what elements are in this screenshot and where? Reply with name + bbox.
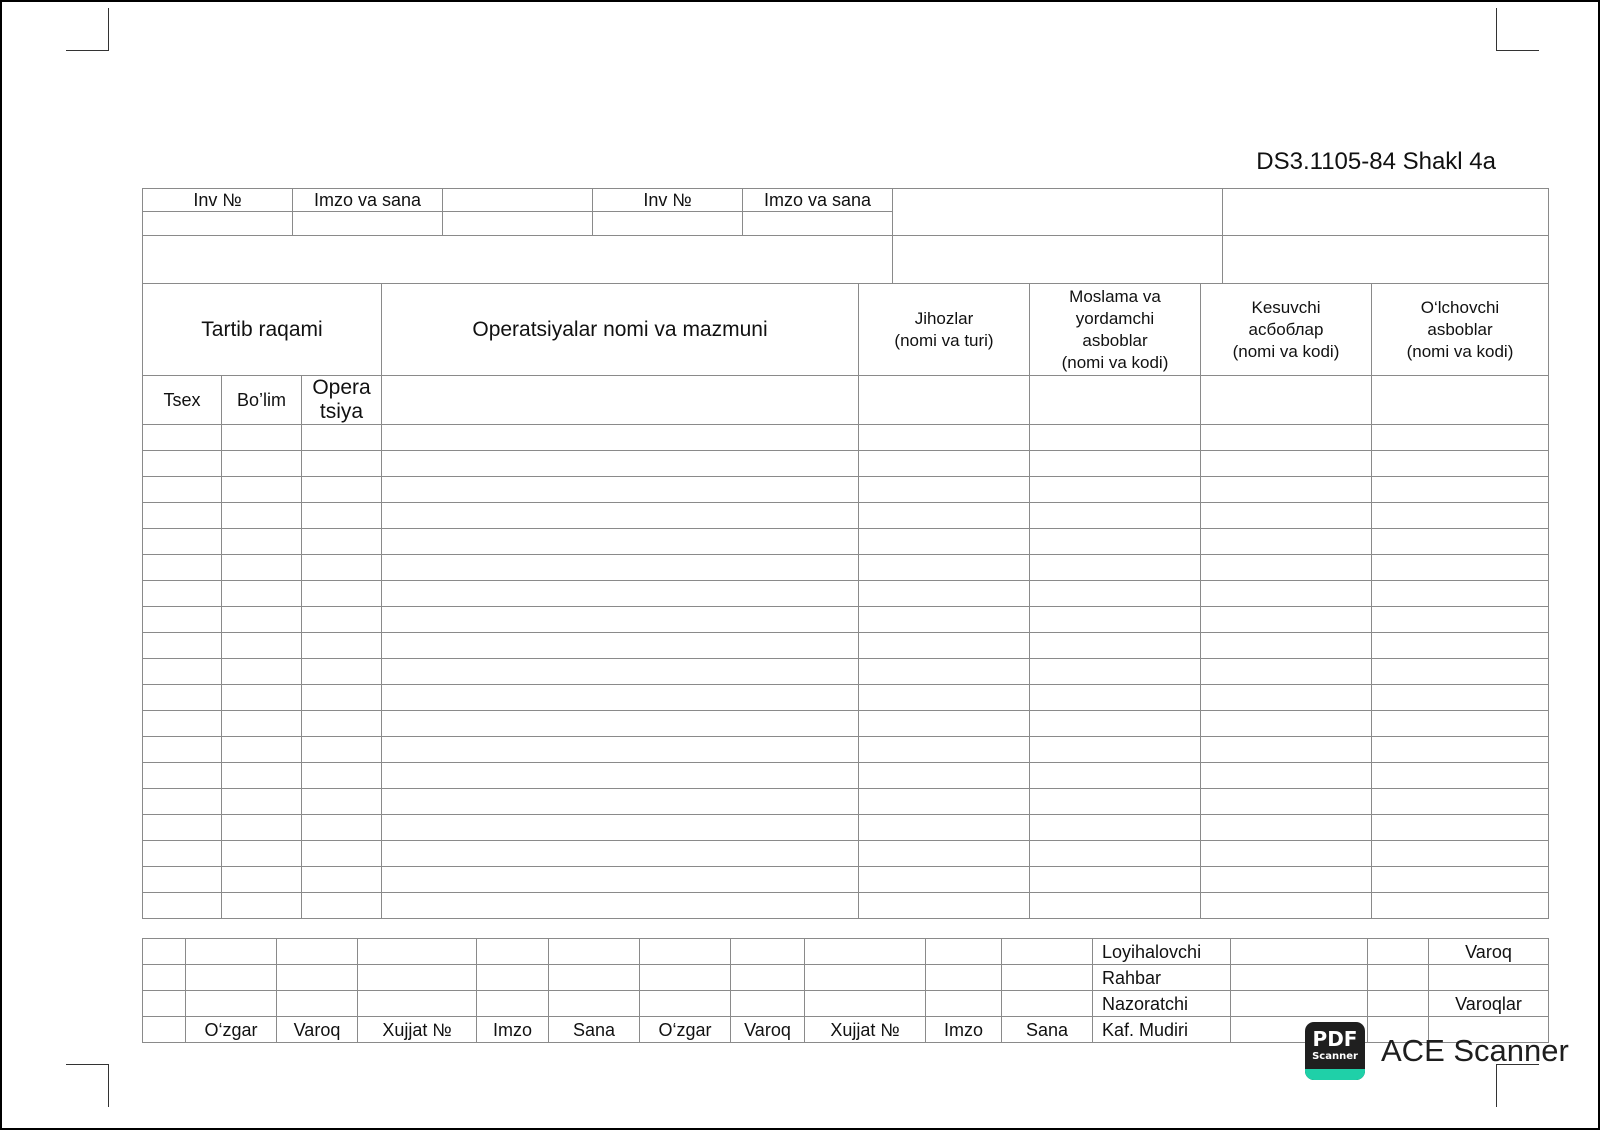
table-cell xyxy=(1201,815,1372,841)
footer-cell xyxy=(1231,965,1368,991)
table-cell xyxy=(222,633,302,659)
footer-cell xyxy=(186,965,277,991)
table-cell xyxy=(859,425,1030,451)
table-cell xyxy=(1201,763,1372,789)
table-cell xyxy=(382,607,859,633)
table-cell xyxy=(382,685,859,711)
table-cell xyxy=(302,555,382,581)
table-cell xyxy=(222,867,302,893)
table-cell xyxy=(1201,841,1372,867)
footer-cell xyxy=(1368,965,1429,991)
table-cell xyxy=(1372,789,1549,815)
sign-date-label-2: Imzo va sana xyxy=(743,189,893,212)
header-empty-cell xyxy=(1201,376,1372,425)
header-operation-line: tsiya xyxy=(319,400,364,423)
table-cell xyxy=(1030,737,1201,763)
table-cell xyxy=(859,893,1030,919)
header-operation xyxy=(302,376,382,425)
footer-cell xyxy=(926,939,1002,965)
header-cutting-tools xyxy=(1201,284,1372,376)
footer-cell xyxy=(731,965,805,991)
footer-cell xyxy=(143,991,186,1017)
table-cell xyxy=(1030,581,1201,607)
header-order-number: Tartib raqami xyxy=(143,284,382,376)
table-cell xyxy=(1201,581,1372,607)
header-empty-cell xyxy=(1030,376,1201,425)
top-cell-empty xyxy=(443,189,593,212)
table-cell xyxy=(382,711,859,737)
table-cell xyxy=(143,763,222,789)
table-cell xyxy=(222,789,302,815)
pdf-scanner-logo-icon xyxy=(1305,1022,1365,1080)
footer-cell xyxy=(549,991,640,1017)
table-cell xyxy=(1372,555,1549,581)
table-cell xyxy=(1372,425,1549,451)
footer-col-sign-2: Imzo xyxy=(926,1017,1002,1043)
header-department: Bo’lim xyxy=(222,376,302,425)
header-fixtures-line: (nomi va kodi) xyxy=(1061,352,1169,372)
table-cell xyxy=(1030,425,1201,451)
table-cell xyxy=(1372,659,1549,685)
header-operations: Operatsiyalar nomi va mazmuni xyxy=(382,284,859,376)
brand-name: ACE Scanner xyxy=(1381,1033,1569,1068)
table-cell xyxy=(1030,607,1201,633)
table-cell xyxy=(302,763,382,789)
table-cell xyxy=(222,607,302,633)
footer-cell xyxy=(358,965,477,991)
footer-col-change-2: O‘zgar xyxy=(640,1017,731,1043)
table-cell xyxy=(1372,737,1549,763)
footer-col-change-1: O‘zgar xyxy=(186,1017,277,1043)
footer-cell xyxy=(549,939,640,965)
table-cell xyxy=(1030,555,1201,581)
title-cell-middle xyxy=(893,236,1223,284)
footer-cell xyxy=(549,965,640,991)
table-row xyxy=(143,685,1549,711)
header-operation-line: Opera xyxy=(312,376,371,399)
table-cell xyxy=(143,607,222,633)
footer-cell xyxy=(731,991,805,1017)
table-cell xyxy=(222,763,302,789)
table-cell xyxy=(302,633,382,659)
table-cell xyxy=(859,607,1030,633)
table-row xyxy=(143,633,1549,659)
table-cell xyxy=(222,529,302,555)
table-cell xyxy=(1030,789,1201,815)
table-cell xyxy=(1030,711,1201,737)
table-row xyxy=(143,451,1549,477)
table-cell xyxy=(302,503,382,529)
footer-cell xyxy=(358,939,477,965)
table-cell xyxy=(382,789,859,815)
footer-cell xyxy=(926,965,1002,991)
table-cell xyxy=(859,659,1030,685)
table-cell xyxy=(1030,659,1201,685)
table-cell xyxy=(143,867,222,893)
table-cell xyxy=(143,633,222,659)
table-cell xyxy=(143,659,222,685)
footer-cell xyxy=(277,991,358,1017)
footer-cell xyxy=(1002,939,1093,965)
footer-cell xyxy=(640,991,731,1017)
table-cell xyxy=(1372,685,1549,711)
title-cell-right xyxy=(1223,236,1549,284)
role-supervisor: Rahbar xyxy=(1093,965,1231,991)
table-cell xyxy=(302,581,382,607)
table-cell xyxy=(222,685,302,711)
table-cell xyxy=(382,425,859,451)
table-row xyxy=(143,425,1549,451)
operations-table xyxy=(142,283,1549,919)
table-row xyxy=(143,737,1549,763)
role-head-of-department: Kaf. Mudiri xyxy=(1093,1017,1231,1043)
table-cell xyxy=(143,503,222,529)
header-measuring-line: (nomi va kodi) xyxy=(1406,341,1514,361)
table-cell xyxy=(859,737,1030,763)
table-cell xyxy=(143,477,222,503)
table-cell xyxy=(859,867,1030,893)
ace-scanner-watermark xyxy=(1305,1022,1569,1082)
table-cell xyxy=(859,529,1030,555)
table-cell xyxy=(1201,451,1372,477)
header-fixtures-line: asboblar xyxy=(1082,330,1148,350)
table-cell xyxy=(382,451,859,477)
header-fixtures-line: yordamchi xyxy=(1075,308,1155,328)
sign-date-value-2 xyxy=(743,212,893,236)
table-row xyxy=(143,815,1549,841)
table-cell xyxy=(859,555,1030,581)
header-empty-cell xyxy=(1372,376,1549,425)
table-cell xyxy=(382,555,859,581)
table-cell xyxy=(302,425,382,451)
table-cell xyxy=(1372,451,1549,477)
table-cell xyxy=(1030,815,1201,841)
header-equipment-line: (nomi va turi) xyxy=(894,330,994,350)
table-cell xyxy=(143,529,222,555)
table-cell xyxy=(1201,789,1372,815)
table-cell xyxy=(1030,633,1201,659)
table-cell xyxy=(222,815,302,841)
table-cell xyxy=(859,711,1030,737)
table-cell xyxy=(382,529,859,555)
footer-col-doc-no-2: Xujjat № xyxy=(805,1017,926,1043)
table-cell xyxy=(1372,841,1549,867)
table-cell xyxy=(1030,477,1201,503)
table-cell xyxy=(222,425,302,451)
table-cell xyxy=(382,659,859,685)
header-measuring-line: asboblar xyxy=(1427,319,1493,339)
table-cell xyxy=(859,503,1030,529)
table-cell xyxy=(222,581,302,607)
table-row xyxy=(143,607,1549,633)
table-cell xyxy=(1372,529,1549,555)
table-cell xyxy=(1030,529,1201,555)
table-cell xyxy=(222,841,302,867)
table-cell xyxy=(859,815,1030,841)
table-cell xyxy=(1201,555,1372,581)
table-cell xyxy=(1201,685,1372,711)
table-cell xyxy=(1201,633,1372,659)
table-cell xyxy=(1372,503,1549,529)
table-cell xyxy=(302,607,382,633)
footer-cell xyxy=(143,965,186,991)
table-cell xyxy=(302,893,382,919)
footer-cell xyxy=(277,965,358,991)
crop-mark-bottom-left xyxy=(66,1064,109,1107)
table-cell xyxy=(222,477,302,503)
crop-mark-top-left xyxy=(66,8,109,51)
inv-value-2 xyxy=(593,212,743,236)
sign-date-label-1: Imzo va sana xyxy=(293,189,443,212)
table-cell xyxy=(859,633,1030,659)
sign-date-value-1 xyxy=(293,212,443,236)
table-cell xyxy=(222,711,302,737)
footer-cell xyxy=(477,939,549,965)
table-cell xyxy=(382,737,859,763)
logo-text-bottom: Scanner xyxy=(1312,1051,1358,1062)
table-cell xyxy=(859,451,1030,477)
table-row xyxy=(143,893,1549,919)
table-cell xyxy=(222,737,302,763)
inv-value-1 xyxy=(143,212,293,236)
table-cell xyxy=(1201,529,1372,555)
footer-cell xyxy=(477,991,549,1017)
table-cell xyxy=(302,789,382,815)
footer-cell xyxy=(640,939,731,965)
table-row xyxy=(143,867,1549,893)
footer-cell xyxy=(1002,965,1093,991)
table-cell xyxy=(1030,841,1201,867)
footer-cell xyxy=(1368,939,1429,965)
table-cell xyxy=(302,815,382,841)
table-cell xyxy=(302,841,382,867)
table-cell xyxy=(1201,867,1372,893)
table-cell xyxy=(1372,867,1549,893)
table-cell xyxy=(222,659,302,685)
table-cell xyxy=(143,737,222,763)
table-cell xyxy=(1372,607,1549,633)
table-row xyxy=(143,477,1549,503)
table-cell xyxy=(859,789,1030,815)
table-cell xyxy=(382,633,859,659)
operations-body xyxy=(143,425,1549,919)
header-empty-cell xyxy=(859,376,1030,425)
top-cell-large xyxy=(893,189,1223,236)
logo-text-top: PDF xyxy=(1312,1027,1358,1051)
table-row xyxy=(143,789,1549,815)
table-cell xyxy=(382,841,859,867)
sheets-label: Varoqlar xyxy=(1429,991,1549,1017)
table-cell xyxy=(302,685,382,711)
footer-cell xyxy=(1002,991,1093,1017)
footer-cell xyxy=(358,991,477,1017)
table-row xyxy=(143,503,1549,529)
table-cell xyxy=(1030,685,1201,711)
footer-col-sheet-2: Varoq xyxy=(731,1017,805,1043)
table-cell xyxy=(143,555,222,581)
table-cell xyxy=(382,503,859,529)
table-cell xyxy=(382,763,859,789)
table-cell xyxy=(222,893,302,919)
table-cell xyxy=(1201,503,1372,529)
table-cell xyxy=(143,893,222,919)
table-cell xyxy=(222,555,302,581)
title-cell xyxy=(143,236,893,284)
table-cell xyxy=(1372,763,1549,789)
table-cell xyxy=(1372,893,1549,919)
table-cell xyxy=(143,815,222,841)
inv-label-1: Inv № xyxy=(143,189,293,212)
table-row xyxy=(143,555,1549,581)
inv-label-2: Inv № xyxy=(593,189,743,212)
table-cell xyxy=(1372,581,1549,607)
table-cell xyxy=(302,711,382,737)
footer-col-sheet-1: Varoq xyxy=(277,1017,358,1043)
header-shop: Tsex xyxy=(143,376,222,425)
table-cell xyxy=(1201,893,1372,919)
footer-cell xyxy=(143,1017,186,1043)
table-cell xyxy=(859,477,1030,503)
table-cell xyxy=(1372,815,1549,841)
table-cell xyxy=(1201,711,1372,737)
header-cutting-line: Kesuvchi xyxy=(1251,297,1321,317)
table-cell xyxy=(143,789,222,815)
table-row xyxy=(143,711,1549,737)
footer-col-date-1: Sana xyxy=(549,1017,640,1043)
table-cell xyxy=(143,685,222,711)
table-cell xyxy=(1372,711,1549,737)
table-cell xyxy=(382,581,859,607)
table-cell xyxy=(1372,633,1549,659)
footer-cell xyxy=(186,939,277,965)
table-cell xyxy=(1030,503,1201,529)
table-cell xyxy=(143,711,222,737)
table-cell xyxy=(143,425,222,451)
table-cell xyxy=(1201,425,1372,451)
table-cell xyxy=(1201,659,1372,685)
table-cell xyxy=(382,815,859,841)
header-cutting-line: (nomi va kodi) xyxy=(1232,341,1340,361)
footer-col-date-2: Sana xyxy=(1002,1017,1093,1043)
footer-cell xyxy=(731,939,805,965)
header-equipment-line: Jihozlar xyxy=(914,308,974,328)
table-cell xyxy=(1201,737,1372,763)
table-cell xyxy=(1030,763,1201,789)
footer-col-sign-1: Imzo xyxy=(477,1017,549,1043)
footer-cell xyxy=(186,991,277,1017)
top-cell-large xyxy=(1223,189,1549,236)
top-stamp-table xyxy=(142,188,1549,284)
footer-col-doc-no-1: Xujjat № xyxy=(358,1017,477,1043)
table-cell xyxy=(382,477,859,503)
table-cell xyxy=(302,529,382,555)
table-cell xyxy=(1372,477,1549,503)
table-cell xyxy=(143,581,222,607)
header-empty-cell xyxy=(382,376,859,425)
table-cell xyxy=(382,867,859,893)
table-cell xyxy=(1201,607,1372,633)
top-cell-empty xyxy=(443,212,593,236)
sheet-label: Varoq xyxy=(1429,939,1549,965)
table-cell xyxy=(302,867,382,893)
table-row xyxy=(143,529,1549,555)
table-cell xyxy=(1201,477,1372,503)
sheet-value xyxy=(1429,965,1549,991)
footer-cell xyxy=(1368,991,1429,1017)
table-cell xyxy=(302,659,382,685)
table-cell xyxy=(859,841,1030,867)
form-code: DS3.1105-84 Shakl 4a xyxy=(1256,148,1496,175)
table-cell xyxy=(302,451,382,477)
header-fixtures-line: Moslama va xyxy=(1069,286,1161,306)
table-cell xyxy=(382,893,859,919)
header-fixtures xyxy=(1030,284,1201,376)
table-cell xyxy=(859,763,1030,789)
footer-cell xyxy=(1231,939,1368,965)
table-cell xyxy=(1030,451,1201,477)
footer-cell xyxy=(640,965,731,991)
header-measuring-tools xyxy=(1372,284,1549,376)
footer-cell xyxy=(277,939,358,965)
footer-cell xyxy=(926,991,1002,1017)
table-row xyxy=(143,763,1549,789)
header-measuring-line: O‘lchovchi xyxy=(1420,297,1500,317)
table-cell xyxy=(302,737,382,763)
header-cutting-line: асбоблар xyxy=(1248,319,1324,339)
footer-cell xyxy=(805,991,926,1017)
table-row xyxy=(143,841,1549,867)
table-cell xyxy=(859,685,1030,711)
table-cell xyxy=(143,841,222,867)
table-row xyxy=(143,659,1549,685)
logo-accent-bar xyxy=(1305,1069,1365,1080)
role-inspector: Nazoratchi xyxy=(1093,991,1231,1017)
table-cell xyxy=(1030,867,1201,893)
table-cell xyxy=(222,451,302,477)
table-cell xyxy=(143,451,222,477)
footer-cell xyxy=(477,965,549,991)
header-equipment xyxy=(859,284,1030,376)
table-row xyxy=(143,581,1549,607)
footer-cell xyxy=(805,939,926,965)
table-cell xyxy=(222,503,302,529)
table-cell xyxy=(302,477,382,503)
table-cell xyxy=(859,581,1030,607)
footer-cell xyxy=(1231,991,1368,1017)
footer-cell xyxy=(143,939,186,965)
role-designer: Loyihalovchi xyxy=(1093,939,1231,965)
crop-mark-top-right xyxy=(1496,8,1539,51)
table-cell xyxy=(1030,893,1201,919)
footer-cell xyxy=(805,965,926,991)
